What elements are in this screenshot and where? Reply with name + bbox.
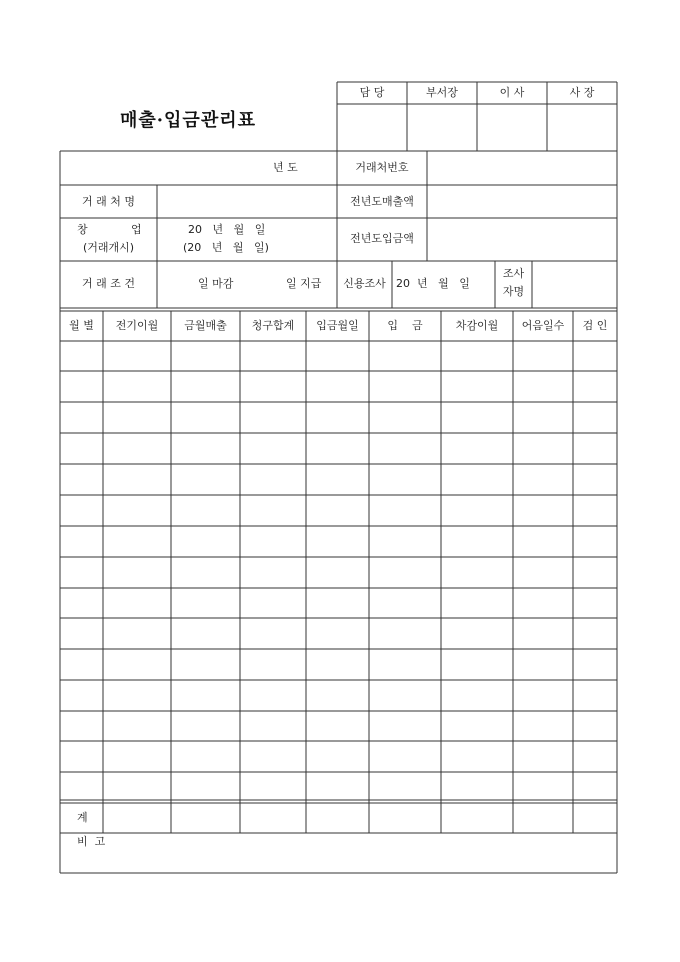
approval-label-manager: 담 당 [359,86,385,99]
col-header-month: 월 별 [69,319,94,332]
credit-check-date: 20 년 월 일 [396,277,470,290]
prev-deposit-field[interactable] [428,219,616,260]
founding-date: 20 년 월 일 [188,223,266,236]
col-header-monthly-sales: 금월매출 [184,319,227,332]
approval-label-dept-head: 부서장 [426,86,458,99]
prev-deposit-label: 전년도입금액 [350,232,414,245]
form-title: 매출·입금관리표 [120,110,256,131]
terms-pay: 일 지급 [286,277,322,290]
approval-label-director: 이 사 [499,86,525,99]
inspector-label-1: 조사 [502,267,525,280]
col-header-deposit: 입 금 [387,319,423,332]
prev-sales-label: 전년도매출액 [350,195,414,208]
inspector-label-2: 자명 [502,285,525,298]
col-header-approval-seal: 검 인 [582,319,608,332]
col-header-balance: 차감이월 [455,319,499,332]
founding-sub-label: (거래개시) [82,241,135,254]
credit-check-label: 신용조사 [343,277,386,290]
remarks-field[interactable] [61,850,616,872]
approval-sign-manager[interactable] [338,105,406,150]
terms-label: 거 래 조 건 [82,277,135,290]
total-row-label: 계 [77,811,88,824]
approval-sign-president[interactable] [548,105,616,150]
inspector-name-field[interactable] [533,262,616,307]
partner-no-field[interactable] [428,152,616,184]
col-header-deposit-date: 입금월일 [316,319,359,332]
approval-sign-dept-head[interactable] [408,105,476,150]
partner-name-field[interactable] [158,186,336,217]
founding-start-date: (20 년 월 일) [183,241,269,254]
terms-close: 일 마감 [198,277,234,290]
approval-label-president: 사 장 [569,86,595,99]
founding-label-2: 업 [131,223,142,236]
col-header-carried-over: 전기이월 [115,319,159,332]
col-header-bill-days: 어음일수 [521,319,565,332]
approval-sign-director[interactable] [478,105,546,150]
remarks-label: 비 고 [77,835,106,848]
founding-label-1: 창 [77,223,88,236]
year-label: 년 도 [273,161,298,174]
prev-sales-field[interactable] [428,186,616,217]
col-header-billing-total: 청구합계 [251,319,295,332]
partner-no-label: 거래처번호 [355,161,409,174]
partner-name-label: 거 래 처 명 [82,195,135,208]
